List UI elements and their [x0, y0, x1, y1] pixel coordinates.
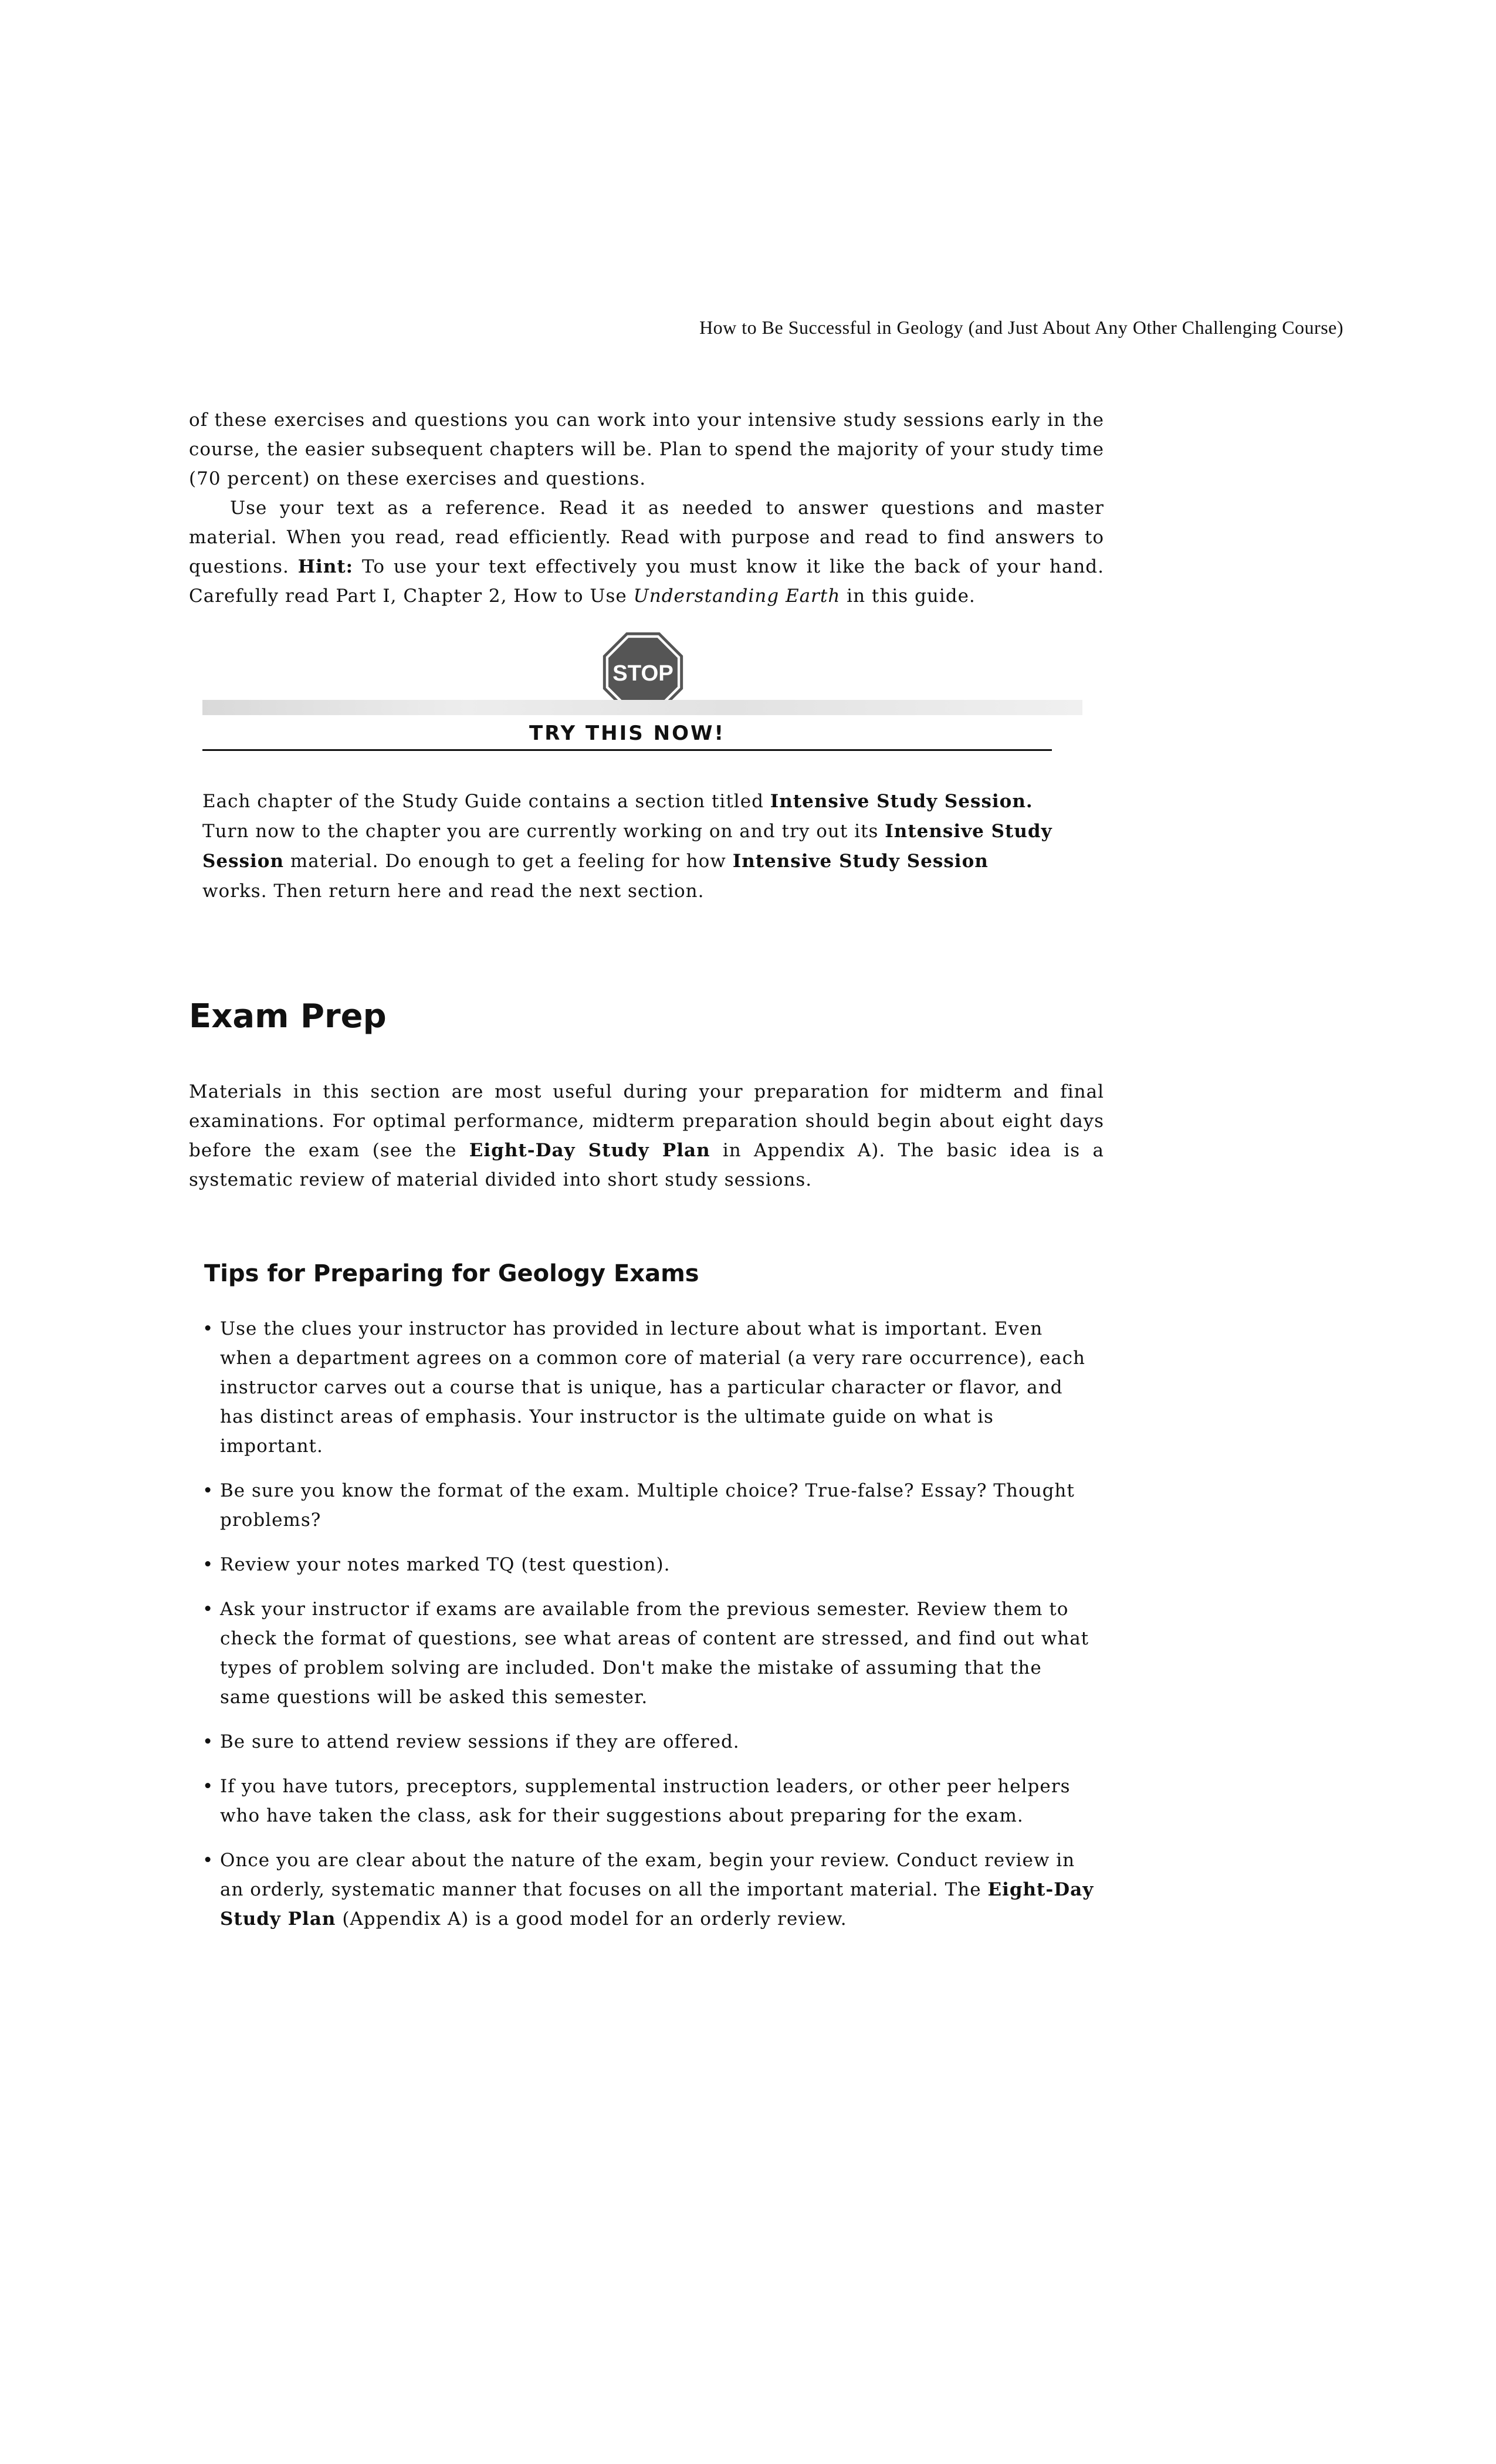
- try-this-now-title: TRY THIS NOW!: [529, 722, 725, 745]
- last-tip-bold: Eight-Day Study Plan: [220, 1879, 1094, 1930]
- list-item: • If you have tutors, preceptors, supplemental instruction leaders, or other peer helpers who have taken the class, ask for their suggestions about preparing for the exam.: [202, 1772, 1094, 1830]
- exam-prep-text-2: in Appendix A). The basic idea is a systematic review of material divided into short study sessions.: [189, 1140, 1104, 1190]
- eight-day-plan-label: Eight-Day Study Plan: [469, 1140, 710, 1161]
- list-item: • Be sure you know the format of the exam. Multiple choice? True-false? Essay? Thought problems?: [202, 1476, 1094, 1535]
- stop-banner-bar: [202, 700, 1082, 715]
- exam-prep-text-1: Materials in this section are most useful during your preparation for midterm and final examinations. For optimal performance, midterm preparation should begin about eight days before the exam (see the: [189, 1081, 1104, 1161]
- list-item: [202, 1846, 1094, 1934]
- list-item: • Use the clues your instructor has provided in lecture about what is important. Even when a department agrees on a common core of material (a very rare occurrence), each instructor carves out a course that is unique, has a particular character or flavor, and has distinct areas of emphasis. Your instructor is the ultimate guide on what is important.: [202, 1314, 1094, 1461]
- paragraph-reference: [189, 493, 1104, 611]
- exam-prep-paragraph: [189, 1077, 1104, 1194]
- try-bold-1: Intensive Study Session.: [770, 791, 1033, 812]
- last-tip-text-1: Once you are clear about the nature of the exam, begin your review. Conduct review in an orderly, systematic manner that focuses on all the important material. The: [220, 1850, 1075, 1900]
- exam-prep-heading: Exam Prep: [189, 997, 387, 1035]
- try-this-now-body: [202, 787, 1059, 906]
- hint-label: Hint:: [297, 556, 354, 577]
- tips-list: [202, 1314, 1094, 1949]
- paragraph-continued: of these exercises and questions you can work into your intensive study sessions early in the course, the easier subsequent chapters will be. Plan to spend the majority of your study time (70 percent) on these exercises and questions.: [189, 409, 1104, 489]
- list-item: • Be sure to attend review sessions if they are offered.: [202, 1727, 1094, 1756]
- stop-sign-text: STOP: [612, 661, 673, 686]
- try-text-4: works. Then return here and read the next section.: [202, 881, 705, 902]
- running-head: How to Be Successful in Geology (and Just About Any Other Challenging Course): [699, 317, 1343, 338]
- try-bold-2: Intensive Study Session: [202, 821, 1052, 872]
- book-title: Understanding Earth: [633, 585, 841, 607]
- paragraph-reference-text-1: Use your text as a reference. Read it as needed to answer questions and master material. When you read, read efficiently. Read with purpose and read to find answers to questions.: [189, 497, 1104, 577]
- try-text-1: Each chapter of the Study Guide contains a section titled: [202, 791, 764, 812]
- list-item: • Review your notes marked TQ (test question).: [202, 1550, 1094, 1579]
- tips-heading: Tips for Preparing for Geology Exams: [204, 1260, 699, 1287]
- last-tip-text-2: (Appendix A) is a good model for an orderly review.: [342, 1908, 847, 1930]
- try-text-2: Turn now to the chapter you are currently working on and try out its: [202, 821, 879, 842]
- paragraph-reference-text-2: To use your text effectively you must know it like the back of your hand. Carefully read Part I, Chapter 2, How to Use: [189, 556, 1104, 607]
- try-this-now-box: [202, 631, 1082, 766]
- try-text-3: material. Do enough to get a feeling for how: [290, 851, 726, 872]
- try-this-now-rule: [202, 749, 1052, 751]
- try-bold-3: Intensive Study Session: [732, 851, 989, 872]
- list-item: • Ask your instructor if exams are available from the previous semester. Review them to check the format of questions, see what areas of content are stressed, and find out what types of problem solving are included. Don't make the mistake of assuming that the same questions will be asked this semester.: [202, 1595, 1094, 1712]
- paragraph-reference-text-3: in this guide.: [847, 585, 976, 607]
